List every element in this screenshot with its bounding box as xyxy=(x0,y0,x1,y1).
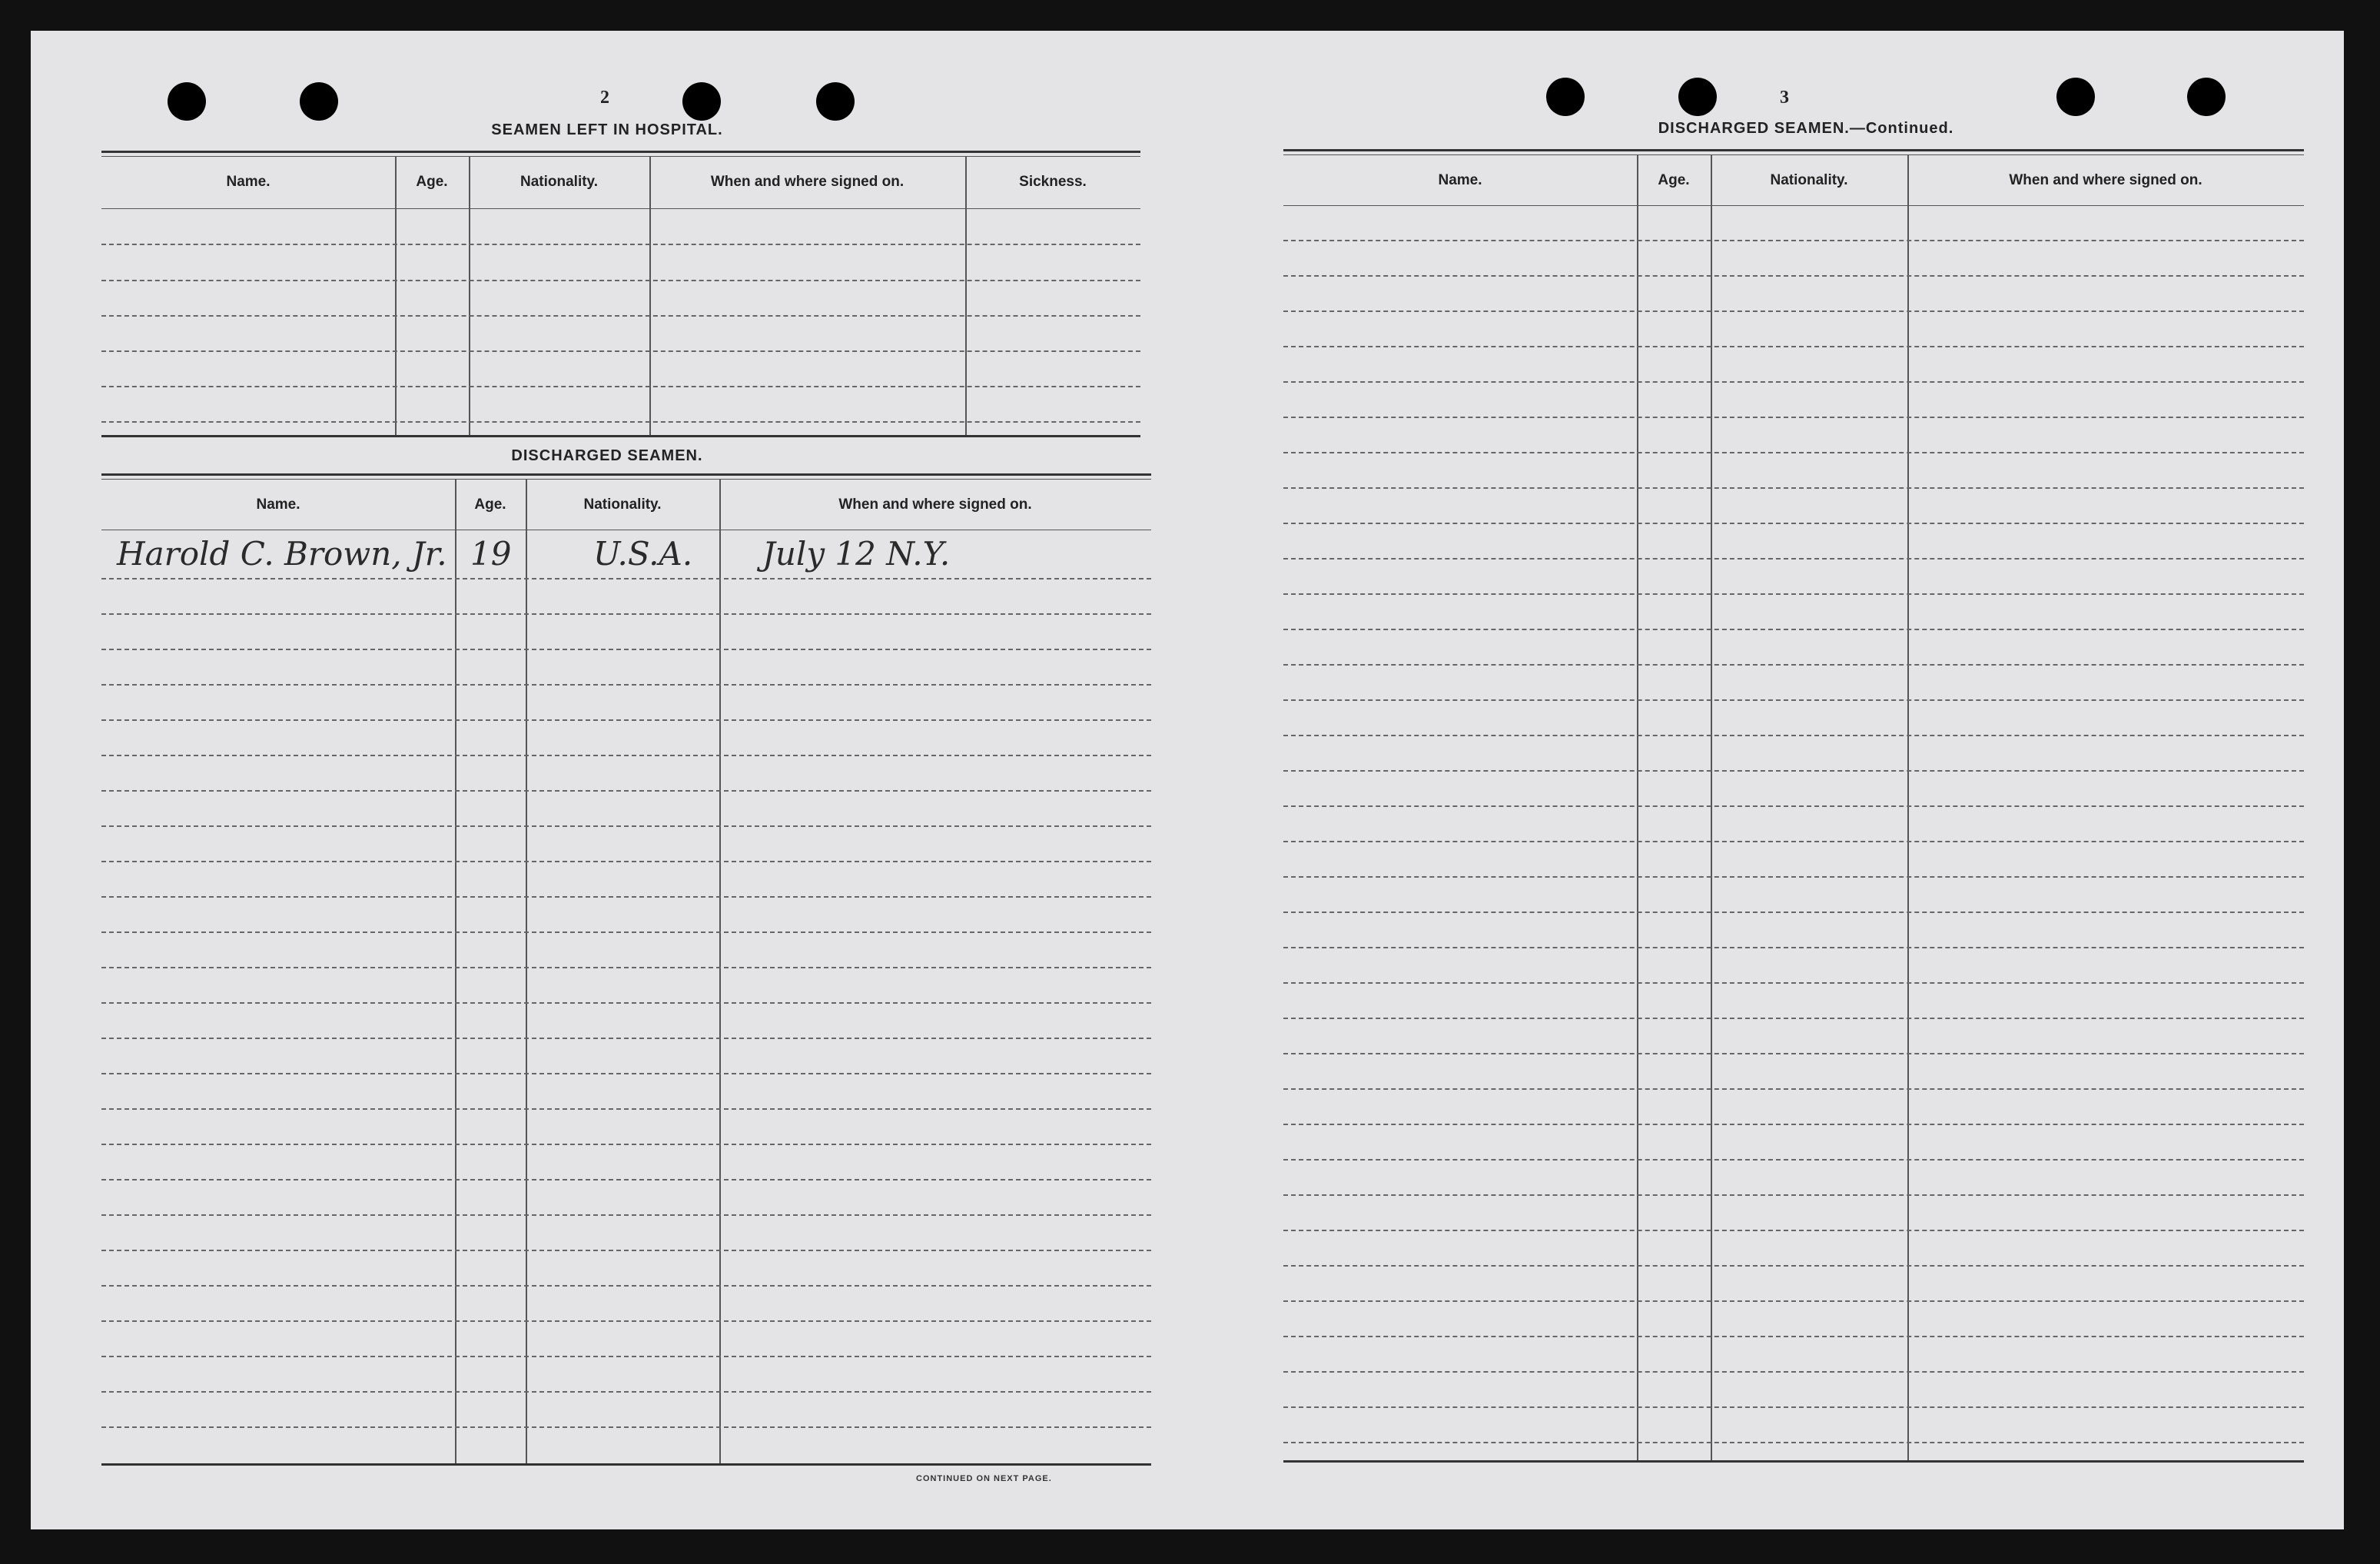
col-header-nationality: Nationality. xyxy=(1770,172,1848,188)
discharged-section-title: DISCHARGED SEAMEN. xyxy=(511,447,703,464)
continued-footnote: CONTINUED ON NEXT PAGE. xyxy=(916,1474,1052,1483)
col-header-name: Name. xyxy=(226,174,271,190)
col-header-age: Age. xyxy=(1658,172,1690,188)
hospital-section-title: SEAMEN LEFT IN HOSPITAL. xyxy=(491,121,723,138)
seaman-nationality: U.S.A. xyxy=(593,535,693,573)
col-header-signed-on: When and where signed on. xyxy=(2009,172,2202,188)
seaman-name: Harold C. Brown, Jr. xyxy=(117,535,447,573)
col-header-nationality: Nationality. xyxy=(520,174,598,190)
col-header-name: Name. xyxy=(1438,172,1482,188)
col-header-signed-on: When and where signed on. xyxy=(710,174,905,190)
page-number: 2 xyxy=(600,88,609,108)
col-header-name: Name. xyxy=(256,496,300,513)
col-header-nationality: Nationality. xyxy=(583,496,662,513)
col-header-sickness: Sickness. xyxy=(1019,174,1087,190)
seaman-age: 19 xyxy=(470,535,512,573)
page-number: 3 xyxy=(1780,88,1789,108)
left-page xyxy=(31,31,1183,1529)
discharged-continued-table xyxy=(1283,149,2304,1468)
discharged-table xyxy=(101,473,1151,1473)
col-header-age: Age. xyxy=(474,496,506,513)
col-header-signed-on: When and where signed on. xyxy=(838,496,1032,513)
ledger-sheet xyxy=(31,31,2344,1529)
discharged-continued-title: DISCHARGED SEAMEN.—Continued. xyxy=(1658,120,1954,137)
right-page xyxy=(1183,31,2344,1529)
seaman-signed-on: July 12 N.Y. xyxy=(762,535,951,573)
col-header-age: Age. xyxy=(416,174,448,190)
hospital-table xyxy=(101,151,1140,443)
